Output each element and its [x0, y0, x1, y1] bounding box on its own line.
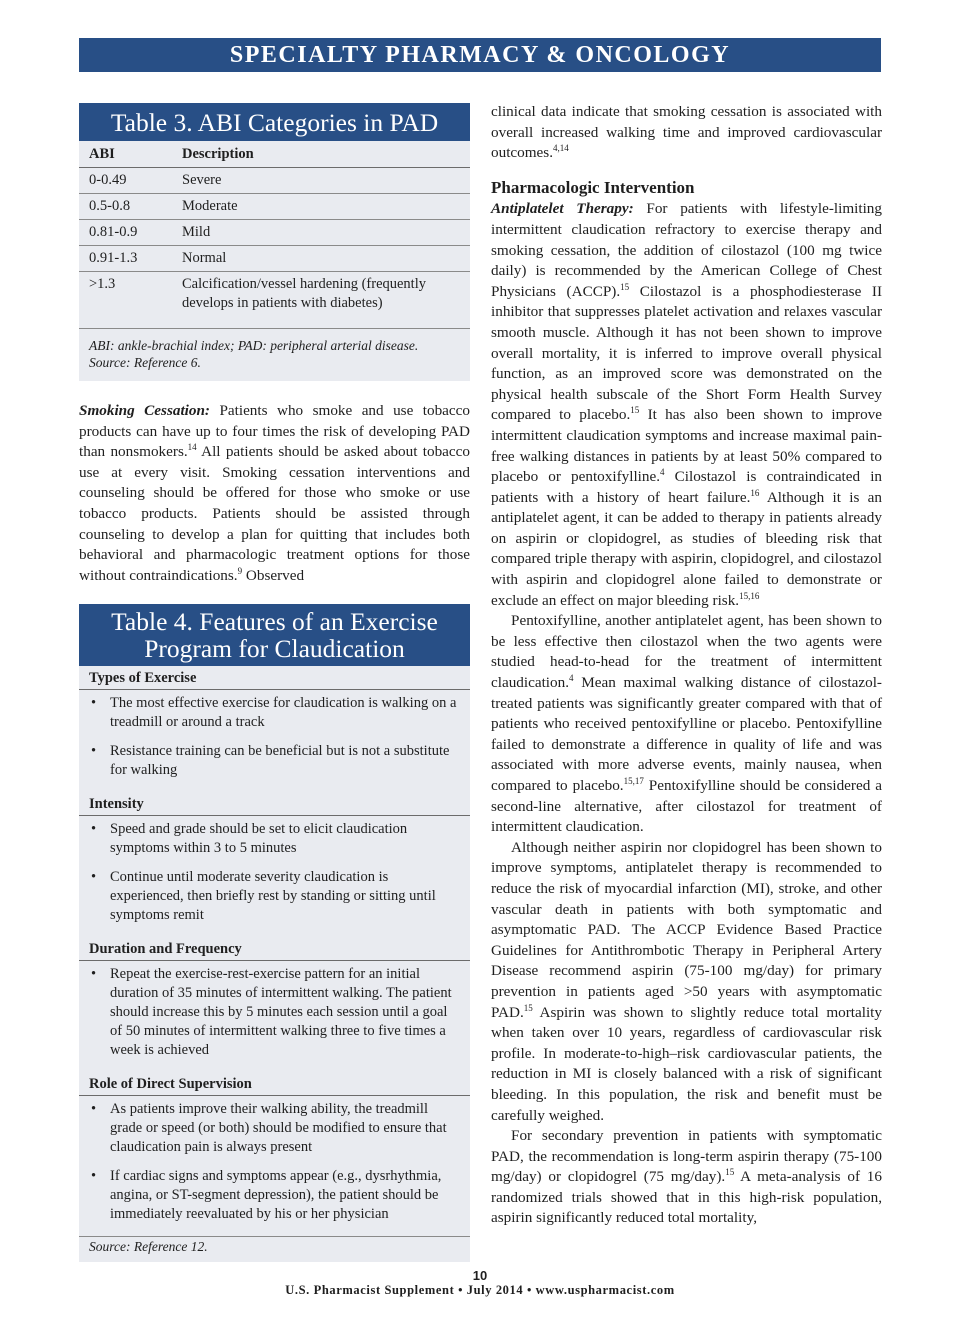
table-3-source: Source: Reference 6.: [89, 355, 201, 370]
run-in-heading: Antiplatelet Therapy:: [491, 200, 634, 218]
body-text: Patients who smoke and use tobacco products can have up to four times the risk of developing PAD than nonsmokers.: [79, 402, 470, 461]
left-column: [79, 103, 470, 1262]
publication-footer: U.S. Pharmacist Supplement • July 2014 • www.uspharmacist.com: [285, 1283, 675, 1297]
body-text: clinical data indicate that smoking cessation is associated with overall increased walking time and improved cardiovascular outcomes.: [491, 103, 882, 162]
bullet-list: [79, 1096, 470, 1236]
abi-description: Severe: [182, 172, 222, 188]
body-text: For secondary prevention in patients with symptomatic PAD, the recommendation is long-term aspirin therapy (75-100 mg/day) or clopidogrel (75 mg/day).: [491, 1127, 882, 1186]
table-row: [79, 194, 470, 220]
body-text: Pentoxifylline should be considered a second-line alternative, after cilostazol for treatment of intermittent claudication.: [491, 777, 882, 836]
table-row: [79, 168, 470, 194]
abi-value: 0.81-0.9: [89, 224, 138, 240]
body-text: Observed: [242, 566, 305, 584]
citation: 15: [523, 1002, 533, 1013]
abi-description: Calcification/vessel hardening (frequently develops in patients with diabetes): [182, 276, 426, 311]
body-text: For patients with lifestyle-limiting intermittent claudication refractory to exercise therapy and smoking cessation, the addition of cilostazol (100 mg twice daily) is recommended by the American College of Chest Physicians (ACCP).: [491, 200, 882, 300]
body-text: Although it is an antiplatelet agent, it can be added to therapy in patients already on aspirin or clopidogrel, as studies of bleeding risk that compared triple therapy with aspirin, clopidogrel, and cilostazol with aspirin and clopidogrel alone failed to demonstrate or exclude an effect on major bleeding risk.: [491, 488, 882, 609]
bullet-list: [79, 690, 470, 792]
table-4: [79, 604, 470, 1262]
paragraph: [491, 1126, 882, 1229]
body-text: Mean maximal walking distance of cilostazol-treated patients was significantly greater compared with that of patients who received pentoxifylline or placebo. Pentoxifylline failed to demonstrate a difference in quality of life and was associated with more adverse events, mainly nausea, when compared to placebo.: [491, 674, 882, 794]
column-header-abi: ABI: [89, 146, 115, 162]
run-in-heading: Smoking Cessation:: [79, 402, 210, 419]
section-heading: Role of Direct Supervision: [79, 1072, 470, 1096]
section-subheading: Pharmacologic Intervention: [491, 177, 695, 197]
body-text: A meta-analysis of 16 randomized trials showed that in this high-risk population, aspirin significantly reduced total mortality,: [491, 1168, 882, 1227]
body-text: Cilostazol is contraindicated in patients with a history of heart failure.: [491, 468, 883, 506]
section-heading: Duration and Frequency: [79, 937, 470, 961]
section-heading: Types of Exercise: [79, 666, 470, 690]
list-item: • If cardiac signs and symptoms appear (e.g., dysrhythmia, angina, or ST-segment depression), the patient should be immediately reevaluated by his or her physician: [89, 1167, 460, 1224]
table-3-title: Table 3. ABI Categories in PAD: [79, 103, 470, 141]
list-item: • Resistance training can be beneficial but is not a substitute for walking: [89, 742, 460, 780]
citation: 15,17: [623, 775, 644, 786]
body-text: It has also been shown to improve intermittent claudication symptoms and increase maximal pain-free walking distances in patients by at least 50% compared to placebo or pentoxifylline.: [491, 406, 882, 486]
list-item: • As patients improve their walking ability, the treadmill grade or speed (or both) should be modified to ensure that claudication pain is always present: [89, 1100, 460, 1157]
abi-value: 0-0.49: [89, 172, 127, 188]
list-item: • The most effective exercise for claudication is walking on a treadmill or around a track: [89, 694, 460, 732]
table-3-abbreviations: ABI: ankle-brachial index; PAD: peripheral arterial disease.: [89, 338, 419, 353]
table-row: [79, 246, 470, 272]
body-text: All patients should be asked about tobacco use at every visit. Smoking cessation interventions and counseling should be offered for those who smoke or use tobacco products. Patients should be assisted through counseling to develop a plan for quitting that includes both behavioral and pharmacologic treatment options for those without contraindications.: [79, 443, 470, 584]
abi-value: 0.91-1.3: [89, 250, 138, 266]
body-text: Although neither aspirin nor clopidogrel has been shown to improve symptoms, antiplatelet therapy is recommended to reduce the risk of myocardial infarction (MI), stroke, and other vascular death in patients with both symptomatic and asymptomatic PAD. The ACCP Evidence Based Practice Guidelines for Antithrombotic Therapy in Peripheral Artery Disease recommend aspirin (75-100 mg/day) for primary prevention in patients aged >50 years with asymptomatic PAD.: [491, 838, 882, 1021]
section-banner: SPECIALTY PHARMACY & ONCOLOGY: [79, 38, 881, 72]
table-row: [79, 220, 470, 246]
citation: 15: [620, 281, 630, 292]
citation: 4: [660, 467, 665, 478]
abi-value: >1.3: [89, 276, 116, 292]
citation: 15,16: [739, 590, 760, 601]
table-4-title-line: Program for Claudication: [144, 634, 405, 664]
body-text: Cilostazol is a phosphodiesterase II inhibitor that suppresses platelet activation and relaxes vascular smooth muscle. Although it has not been shown to improve overall mortality, it is inferred to improve overall physical function, as an improved score was demonstrated on the physical health subscale of the Short Form Health Survey compared to placebo.: [491, 282, 883, 424]
citation: 15: [630, 405, 640, 416]
body-text: Aspirin was shown to slightly reduce total mortality when taken over 10 years, regardless of cardiovascular risk profile. In moderate-to-high–risk cardiovascular patients, the reduction in MI is closely balanced with a risk of significant bleeding. In this population, the risk and benefit must be carefully weighed.: [491, 1003, 882, 1124]
table-3-header-row: [79, 141, 470, 168]
table-4-title: [79, 604, 470, 666]
list-item: • Speed and grade should be set to elicit claudication symptoms within 3 to 5 minutes: [89, 820, 460, 858]
citation: 14: [187, 442, 197, 453]
right-column: [491, 102, 882, 1229]
paragraph: [491, 611, 882, 838]
citation: 4,14: [553, 143, 569, 154]
body-text: Pentoxifylline, another antiplatelet agent, has been shown to be less effective then cilostazol when the two agents were studied head-to-head for the treatment of intermittent claudication.: [491, 612, 882, 692]
list-item: • Repeat the exercise-rest-exercise pattern for an initial duration of 35 minutes of intermittent walking. The patient should increase this by 5 minutes each session until a goal of 50 minutes of intermittent walking three to five times a week is achieved: [89, 965, 460, 1060]
citation: 15: [725, 1167, 735, 1178]
paragraph: [491, 199, 882, 611]
table-4-title-line: Table 4. Features of an Exercise: [111, 607, 438, 637]
abi-value: 0.5-0.8: [89, 198, 131, 214]
citation: 9: [237, 565, 243, 576]
page-number: 10: [472, 1268, 488, 1283]
abi-description: Normal: [182, 250, 227, 266]
abi-description: Moderate: [182, 198, 238, 214]
abi-description: Mild: [182, 224, 211, 240]
table-4-source: Source: Reference 12.: [79, 1236, 470, 1262]
bullet-list: [79, 816, 470, 937]
bullet-list: [79, 961, 470, 1072]
smoking-cessation-paragraph: [79, 401, 470, 586]
paragraph: [491, 102, 882, 164]
table-row: [79, 272, 470, 316]
citation: 16: [750, 487, 760, 498]
column-header-description: Description: [182, 146, 254, 162]
table-3-footnote: [79, 328, 470, 381]
section-heading: Intensity: [79, 792, 470, 816]
table-3: [79, 103, 470, 381]
list-item: • Continue until moderate severity claudication is experienced, then briefly rest by standing or sitting until symptoms remit: [89, 868, 460, 925]
citation: 4: [569, 672, 574, 683]
paragraph: [491, 838, 882, 1126]
